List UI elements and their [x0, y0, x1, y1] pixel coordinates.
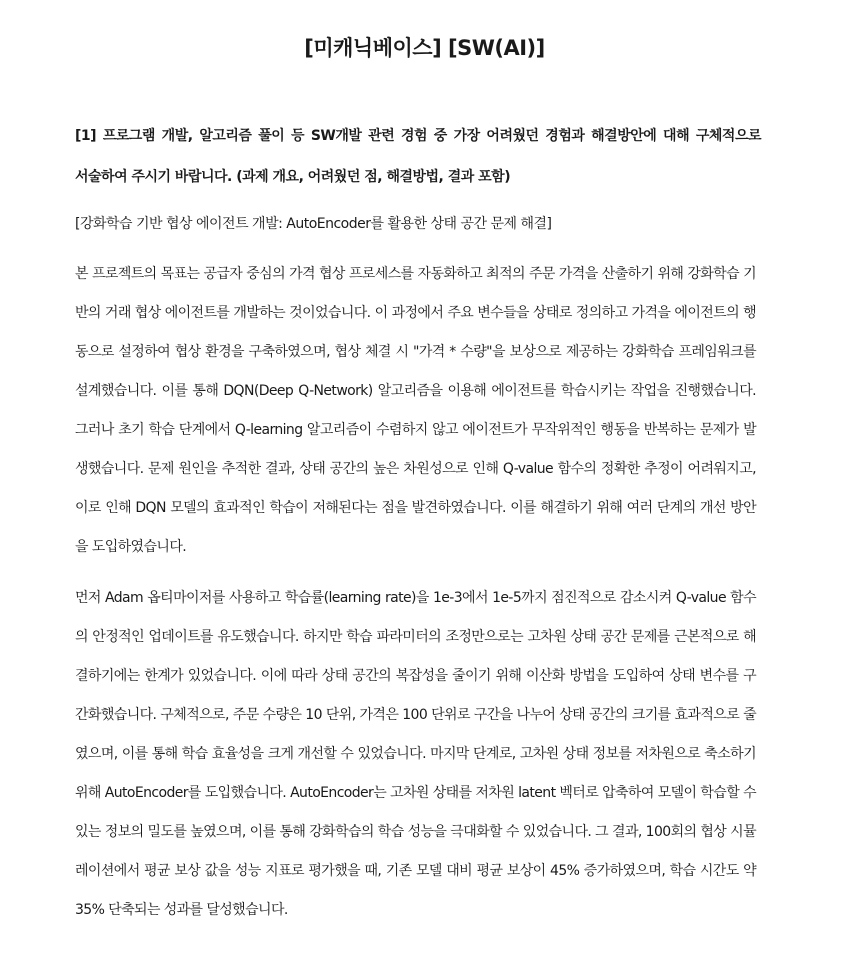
- answer-paragraph-1: 본 프로젝트의 목표는 공급자 중심의 가격 협상 프로세스를 자동화하고 최적의 주문 가격을 산출하기 위해 강화학습 기반의 거래 협상 에이전트를 개발하는 것이었습니다. 이 과정에서 주요 변수들을 상태로 정의하고 가격을 에이전트의 행동으로 설정하여 협상 환경을 구축하였으며, 협상 체결 시 "가격 * 수량"을 보상으로 제공하는 강화학습 프레임워크를 설계했습니다. 이를 통해 DQN(Deep Q-Network) 알고리즘을 이용해 에이전트를 학습시키는 작업을 진행했습니다. 그러나 초기 학습 단계에서 Q-learning 알고리즘이 수렴하지 않고 에이전트가 무작위적인 행동을 반복하는 문제가 발생했습니다. 문제 원인을 추적한 결과, 상태 공간의 높은 차원성으로 인해 Q-value 함수의 정확한 추정이 어려워지고, 이로 인해 DQN 모델의 효과적인 학습이 저해된다는 점을 발견하였습니다. 이를 해결하기 위해 여러 단계의 개선 방안을 도입하였습니다.: [75, 266, 756, 555]
- document-title: [미캐닉베이스] [SW(AI)]: [304, 36, 545, 60]
- question-prompt: [1] 프로그램 개발, 알고리즘 풀이 등 SW개발 관련 경험 중 가장 어려웠던 경험과 해결방안에 대해 구체적으로 서술하여 주시기 바랍니다. (과제 개요, 어려웠던 점, 해결방법, 결과 포함): [75, 128, 761, 185]
- answer-subtitle: [강화학습 기반 협상 에이전트 개발: AutoEncoder를 활용한 상태 공간 문제 해결]: [75, 216, 552, 232]
- answer-paragraph-2: 먼저 Adam 옵티마이저를 사용하고 학습률(learning rate)을 1e-3에서 1e-5까지 점진적으로 감소시켜 Q-value 함수의 안정적인 업데이트를 유도했습니다. 하지만 학습 파라미터의 조정만으로는 고차원 상태 공간 문제를 근본적으로 해결하기에는 한계가 있었습니다. 이에 따라 상태 공간의 복잡성을 줄이기 위해 이산화 방법을 도입하여 상태 변수를 구간화했습니다. 구체적으로, 주문 수량은 10 단위, 가격은 100 단위로 구간을 나누어 상태 공간의 크기를 효과적으로 줄였으며, 이를 통해 학습 효율성을 크게 개선할 수 있었습니다. 마지막 단계로, 고차원 상태 정보를 저차원으로 축소하기 위해 AutoEncoder를 도입했습니다. AutoEncoder는 고차원 상태를 저차원 latent 벡터로 압축하여 모델이 학습할 수 있는 정보의 밀도를 높였으며, 이를 통해 강화학습의 학습 성능을 극대화할 수 있었습니다. 그 결과, 100회의 협상 시뮬레이션에서 평균 보상 값을 성능 지표로 평가했을 때, 기존 모델 대비 평균 보상이 45% 증가하였으며, 학습 시간도 약 35% 단축되는 성과를 달성했습니다.: [75, 590, 756, 918]
